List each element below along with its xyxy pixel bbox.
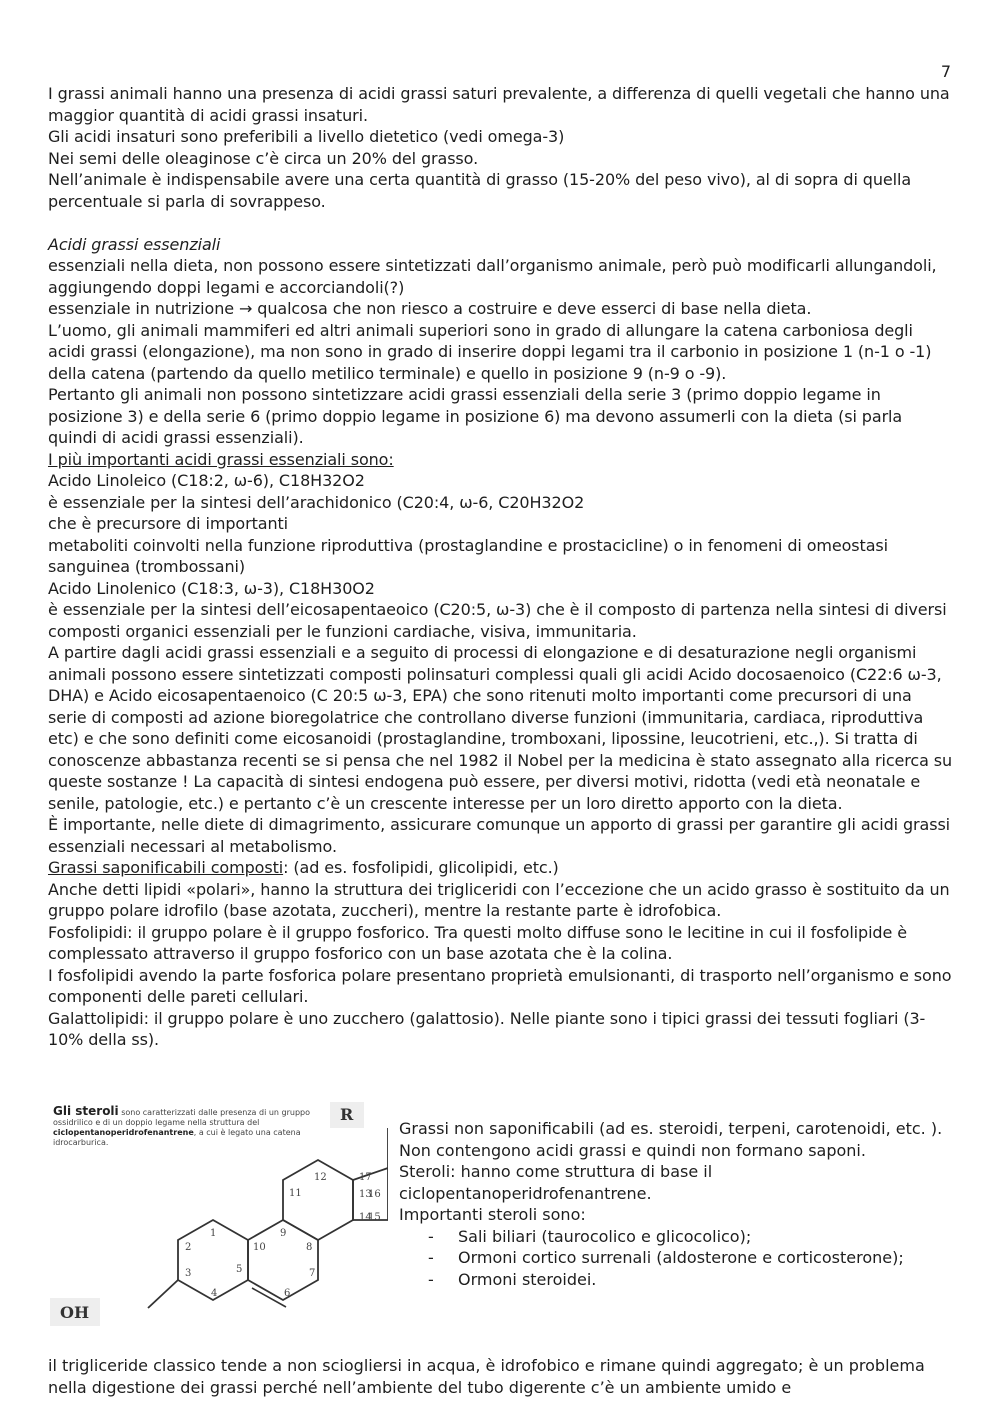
paragraph: che è precursore di importanti bbox=[48, 514, 289, 533]
underlined-heading: I più importanti acidi grassi essenziali sono: bbox=[48, 449, 394, 469]
figure-caption: Gli steroli sono caratterizzati dalle presenza di un gruppo ossidrilico e di un doppio legame nella struttura del ciclopentanoperidrofenantrene, a cui è legato una catena idrocarburica. bbox=[53, 1104, 311, 1147]
paragraph: Grassi non saponificabili (ad es. steroidi, terpeni, carotenoidi, etc. ). bbox=[399, 1119, 943, 1138]
atom-number: 12 bbox=[314, 1172, 327, 1183]
atom-number: 1 bbox=[210, 1228, 217, 1239]
atom-number: 16 bbox=[368, 1189, 381, 1200]
atom-number: 6 bbox=[284, 1288, 291, 1299]
paragraph: Galattolipidi: il gruppo polare è uno zucchero (galattosio). Nelle piante sono i tipici grassi dei tessuti fogliari (3-10% della ss). bbox=[48, 1008, 926, 1049]
atom-number: 13 bbox=[359, 1189, 372, 1200]
atom-number: 2 bbox=[185, 1242, 192, 1253]
paragraph: Acido Linoleico (C18:2, ω-6), C18H32O2 bbox=[48, 471, 365, 490]
main-text bbox=[48, 83, 953, 1051]
paragraph: Nei semi delle oleaginose c’è circa un 20% del grasso. bbox=[48, 148, 479, 168]
atom-number: 3 bbox=[185, 1268, 192, 1279]
paragraph: è essenziale per la sintesi dell’eicosapentaeoico (C20:5, ω-3) che è il composto di partenza nella sintesi di diversi composti organici essenziali per le funzioni cardiache, visiva, immunitaria. bbox=[48, 600, 947, 641]
paragraph: L’uomo, gli animali mammiferi ed altri animali superiori sono in grado di allungare la catena carboniosa degli acidi grassi (elongazione), ma non sono in grado di inserire doppi legami tra il carbonio in posizione 1 (n-1 o -1) della catena (partendo da quello metilico terminale) e quello in posizione 9 (n-9 o -9). bbox=[48, 320, 932, 383]
atom-number: 8 bbox=[306, 1242, 313, 1253]
list-item: - Ormoni steroidei. bbox=[428, 1269, 597, 1289]
paragraph: Steroli: hanno come struttura di base il ciclopentanoperidrofenantrene. bbox=[399, 1162, 713, 1203]
paragraph: metaboliti coinvolti nella funzione riproduttiva (prostaglandine e prostacicline) o in fenomeni di omeostasi sanguinea (trombossani) bbox=[48, 535, 889, 576]
paragraph: Fosfolipidi: il gruppo polare è il gruppo fosforico. Tra questi molto diffuse sono le lecitine in cui il fosfolipide è complessato attraverso il gruppo fosforico con un base azotata che è la colina. bbox=[48, 922, 907, 963]
paragraph: Anche detti lipidi «polari», hanno la struttura dei trigliceridi con l’eccezione che un acido grasso è sostituito da un gruppo polare idrofilo (base azotata, zuccheri), mentre la restante parte è idrofobica. bbox=[48, 879, 950, 920]
underlined-heading: Grassi saponificabili composti bbox=[48, 858, 284, 877]
list-item: - Ormoni cortico surrenali (aldosterone e corticosterone); bbox=[428, 1248, 904, 1267]
atom-number: 4 bbox=[211, 1288, 218, 1299]
paragraph: Importanti steroli sono: bbox=[399, 1205, 586, 1224]
atom-number: 17 bbox=[359, 1172, 372, 1183]
list-item: - Sali biliari (taurocolico e glicocolico); bbox=[428, 1226, 752, 1246]
atom-number: 9 bbox=[280, 1228, 287, 1239]
oh-label: OH bbox=[60, 1303, 90, 1322]
atom-number: 5 bbox=[236, 1264, 243, 1275]
atom-number: 7 bbox=[309, 1268, 316, 1279]
paragraph: essenziali nella dieta, non possono essere sintetizzati dall’organismo animale, però può modificarli allungandoli, aggiungendo doppi legami e accorciandoli(?) bbox=[48, 256, 937, 297]
atom-number: 11 bbox=[289, 1188, 302, 1199]
bottom-text bbox=[48, 1355, 953, 1398]
paragraph: Grassi saponificabili composti: (ad es. fosfolipidi, glicolipidi, etc.) bbox=[48, 858, 559, 877]
atom-number: 14 bbox=[359, 1212, 372, 1223]
sterol-list bbox=[399, 1226, 954, 1291]
paragraph: I fosfolipidi avendo la parte fosforica polare presentano proprietà emulsionanti, di trasporto nell’organismo e sono componenti delle pareti cellulari. bbox=[48, 965, 952, 1006]
paragraph: I grassi animali hanno una presenza di acidi grassi saturi prevalente, a differenza di quelli vegetali che hanno una maggior quantità di acidi grassi insaturi. bbox=[48, 84, 950, 125]
paragraph: essenziale in nutrizione → qualcosa che non riesco a costruire e deve esserci di base nella dieta. bbox=[48, 299, 812, 318]
paragraph: Gli acidi insaturi sono preferibili a livello dietetico (vedi omega-3) bbox=[48, 127, 565, 146]
paragraph: Pertanto gli animali non possono sintetizzare acidi grassi essenziali della serie 3 (primo doppio legame in posizione 3) e della serie 6 (primo doppio legame in posizione 6) ma devono assumerli con la dieta (si parla quindi di acidi grassi essenziali). bbox=[48, 385, 903, 447]
paragraph: È importante, nelle diete di dimagrimento, assicurare comunque un apporto di grassi per garantire gli acidi grassi essenziali necessari al metabolismo. bbox=[48, 815, 951, 856]
paragraph: A partire dagli acidi grassi essenziali e a seguito di processi di elongazione e di desaturazione negli organismi animali possono essere sintetizzati composti polinsaturi complessi quali gli acidi Acido docosaenoico (C22:6 ω-3, DHA) e Acido eicosapentaenoico (C 20:5 ω-3, EPA) che sono ritenuti molto importanti come precursori di una serie di composti ad azione bioregolatrice che controllano diverse funzioni (immunitaria, cardiaca, riproduttiva etc) e che sono definiti come eicosanoidi (prostaglandine, tromboxani, lipossine, leucotrieni, etc.,). Si tratta di conoscenze abbastanza recenti se si pensa che nel 1982 il Nobel per la medicina è stato assegnato alla ricerca su queste sostanze ! La capacità di sintesi endogena può essere, per diversi motivi, ridotta (vedi età neonatale e senile, patologie, etc.) e pertanto c’è un crescente interesse per un loro diretto apporto con la dieta. bbox=[48, 643, 953, 813]
sterol-structure-figure bbox=[48, 1100, 388, 1330]
paragraph: è essenziale per la sintesi dell’arachidonico (C20:4, ω-6, C20H32O2 bbox=[48, 492, 585, 512]
paragraph: Acido Linolenico (C18:3, ω-3), C18H30O2 bbox=[48, 578, 375, 598]
paragraph: Non contengono acidi grassi e quindi non formano saponi. bbox=[399, 1140, 866, 1160]
page-number: 7 bbox=[940, 62, 951, 81]
paragraph: Nell’animale è indispensabile avere una certa quantità di grasso (15-20% del peso vivo), al di sopra di quella percentuale si parla di sovrappeso. bbox=[48, 170, 912, 211]
paragraph: il trigliceride classico tende a non sciogliersi in acqua, è idrofobico e rimane quindi aggregato; è un problema nella digestione dei grassi perché nell’ambiente del tubo digerente c’è un ambiente umido e bbox=[48, 1356, 925, 1397]
side-text bbox=[399, 1118, 954, 1290]
atom-number: 10 bbox=[253, 1242, 266, 1253]
atom-number: 15 bbox=[368, 1212, 381, 1223]
r-label: R bbox=[340, 1105, 354, 1124]
section-heading: Acidi grassi essenziali bbox=[48, 234, 221, 254]
